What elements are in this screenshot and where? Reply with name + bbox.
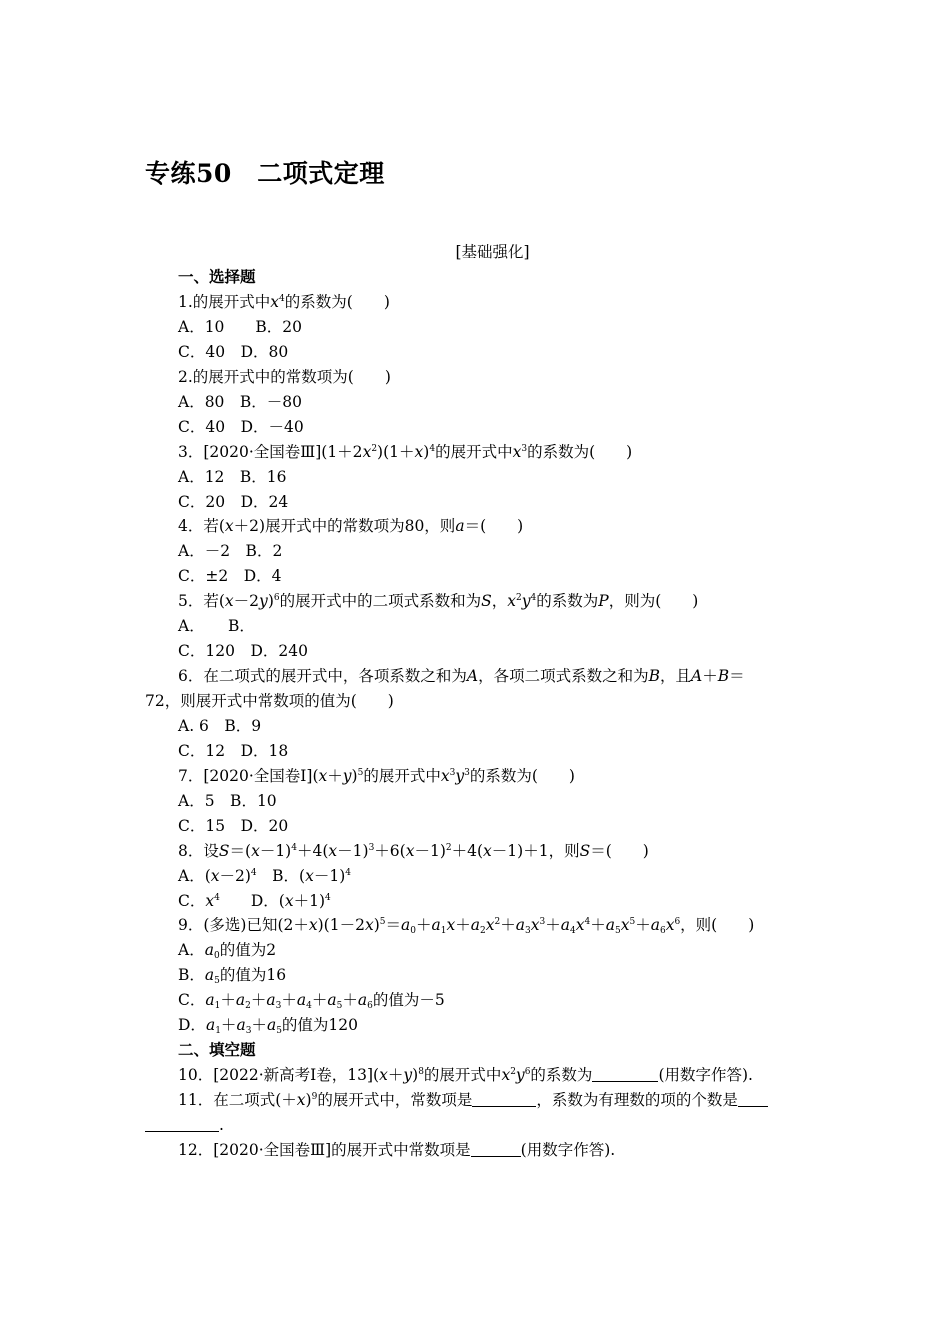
question-2-options-ab: A．80 B．－80 xyxy=(178,393,303,411)
question-4-stem: 4．若(x＋2)展开式中的常数项为80，则a＝( ) xyxy=(178,517,524,535)
question-7-options-cd: C．15 D．20 xyxy=(178,817,289,835)
question-1-stem: 1.的展开式中$x^4$的系数为( ) xyxy=(178,293,390,311)
question-3-stem: 3．[2020·全国卷$Ⅲ](1+2x^2)(1+x)^4$的展开式中$x^3$的系数为( ) xyxy=(178,443,633,461)
heading-choice: 一、选择题 xyxy=(178,267,256,286)
question-8-stem: 8．设$S=(x-1)^4+4(x-1)^3+6(x-1)^2+4(x-1)+1$，则S＝( ) xyxy=(178,842,649,860)
question-4-options-ab: A．－2 B．2 xyxy=(178,542,283,560)
question-5-stem: 5．若$(x-2y)^6$的展开式中的二项式系数和为S，$x^2y^4$的系数为P，则为( ) xyxy=(178,592,699,610)
question-11-stem: 11．在二项式$(+x)^9$的展开式中，常数项是 ，系数为有理数的项的个数是 xyxy=(178,1090,768,1110)
question-5-options-ab: A． B． xyxy=(178,617,255,635)
question-6-stem: 6．在二项式的展开式中，各项系数之和为A，各项二项式系数之和为B，且A＋B＝ xyxy=(178,667,745,685)
question-10-stem: 10．[2022·新高考Ⅰ卷，$13](x+y)^8$的展开式中$x^2y^6$的系数为 (用数字作答). xyxy=(178,1066,753,1084)
answer-blank[interactable] xyxy=(471,1141,521,1157)
answer-blank[interactable] xyxy=(472,1091,536,1107)
question-2-stem: 2.的展开式中的常数项为( ) xyxy=(178,368,391,386)
heading-fill: 二、填空题 xyxy=(178,1040,256,1059)
question-2-options-cd: C．40 D．－40 xyxy=(178,418,304,436)
question-9-option-b: B．$a_5$的值为16 xyxy=(178,966,287,986)
section-label: [基础强化] xyxy=(455,243,530,261)
answer-blank[interactable] xyxy=(592,1066,658,1082)
question-9-option-a: A．$a_0$的值为2 xyxy=(178,941,277,961)
question-7-options-ab: A．5 B．10 xyxy=(178,792,277,810)
question-5-options-cd: C．120 D．240 xyxy=(178,642,308,660)
question-6-stem-cont: 72，则展开式中常数项的值为( ) xyxy=(145,692,394,710)
question-7-stem: 7．[2020·全国卷$Ⅰ](x+y)^5$的展开式中$x^3y^3$的系数为( ) xyxy=(178,767,575,785)
question-9-stem: 9．(多选)已知$(2+x)(1-2x)^5=a_0+a_1x+a_2x^2+a_3x^3+a_4x^4+a_5x^5+a_6x^6$，则( ) xyxy=(178,916,755,936)
answer-blank[interactable] xyxy=(738,1091,768,1107)
question-8-options-ab: A．$(x-2)^4$ B．$(x-1)^4$ xyxy=(178,867,352,885)
question-4-options-cd: C．±2 D．4 xyxy=(178,567,282,585)
question-6-options-ab: A. 6 B．9 xyxy=(178,717,262,735)
question-6-options-cd: C．12 D．18 xyxy=(178,742,289,760)
answer-blank[interactable] xyxy=(145,1116,219,1132)
question-1-options-cd: C．40 D．80 xyxy=(178,343,289,361)
question-3-options-cd: C．20 D．24 xyxy=(178,493,289,511)
question-12-stem: 12．[2020·全国卷Ⅲ]的展开式中常数项是 (用数字作答). xyxy=(178,1141,616,1159)
question-11-stem-cont: . xyxy=(145,1115,224,1135)
question-9-option-c: C．$a_1+a_2+a_3+a_4+a_5+a_6$的值为－5 xyxy=(178,991,445,1011)
question-8-options-cd: C．$x^4$ D．$(x+1)^4$ xyxy=(178,892,331,910)
question-3-options-ab: A．12 B．16 xyxy=(178,468,287,486)
page-title: 专练50 二项式定理 xyxy=(145,159,385,188)
question-9-option-d: D．$a_1+a_3+a_5$的值为120 xyxy=(178,1016,359,1036)
question-1-options-ab: A．10 B．20 xyxy=(178,318,303,336)
